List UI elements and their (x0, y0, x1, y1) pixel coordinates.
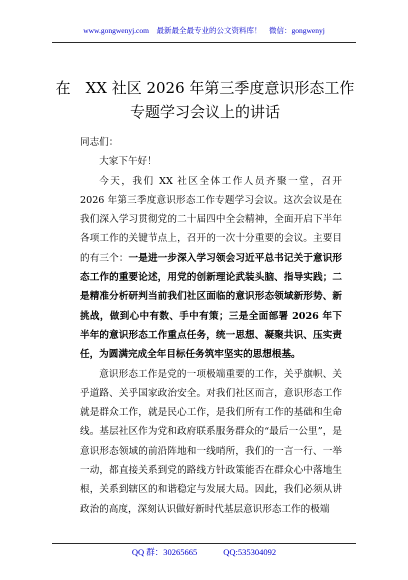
header-site-link[interactable]: www.gongwenyj.com (83, 26, 149, 35)
title-line-2: 专题学习会议上的讲话 (129, 103, 280, 121)
header-slogan: 最新最全最专业的公文资料库！ (156, 26, 262, 35)
paragraph-purpose (80, 172, 352, 365)
paragraph-purpose-bold: 一是进一步深入学习领会习近平总书记关于意识形态工作的重要论述，用党的创新理论武装头脑、指导实践；二是精准分析研判当前我们社区面临的意识形态领域新形势、新挑战，做到心中有数、手中有策；三是全面部署 2026 年下半年的意识形态工作重点任务，统一思想、凝聚共识、压实责任，为圆满完成全年目标任务筑牢坚实的思想根基。 (80, 252, 343, 361)
salutation: 同志们： (80, 137, 119, 148)
paragraph-importance: 意识形态工作是党的一项极端重要的工作，关乎旗帜、关乎道路、关乎国家政治安全。对我们社区而言，意识形态工作就是群众工作，就是民心工作，是我们所有工作的基础和生命线。基层社区作为党和政府联系服务群众的“最后一公里”，是意识形态领域的前沿阵地和一线哨所，我们的一言一行、一举一动，都直接关系到党的路线方针政策能否在群众心中落地生根，关系到辖区的和谐稳定与发展大局。因此，我们必须从讲政治的高度，深刻认识做好新时代基层意识形态工作的极端 (80, 368, 342, 515)
paragraph-purpose-intro: 今天，我们 XX 社区全体工作人员齐聚一堂，召开 2026 年第三季度意识形态工作专题学习会议。这次会议是在我们深入学习贯彻党的二十届四中全会精神，全面开启下半年各项工作的关键节点上，召开的一次十分重要的会议。主要目的有三个： (80, 175, 352, 264)
footer-divider (52, 543, 356, 544)
header-banner (0, 26, 408, 36)
header-divider (52, 42, 356, 43)
document-title (40, 76, 370, 124)
footer-qq-group: QQ 群：30265665 (131, 547, 198, 557)
greeting: 大家下午好！ (99, 156, 157, 168)
header-wechat: 微信：gongwenyj (268, 26, 325, 35)
footer-qq-number: QQ:535304092 (223, 547, 277, 557)
document-body (80, 133, 352, 519)
footer-banner (0, 547, 408, 558)
title-line-1: 在 XX 社区 2026 年第三季度意识形态工作 (55, 79, 355, 97)
